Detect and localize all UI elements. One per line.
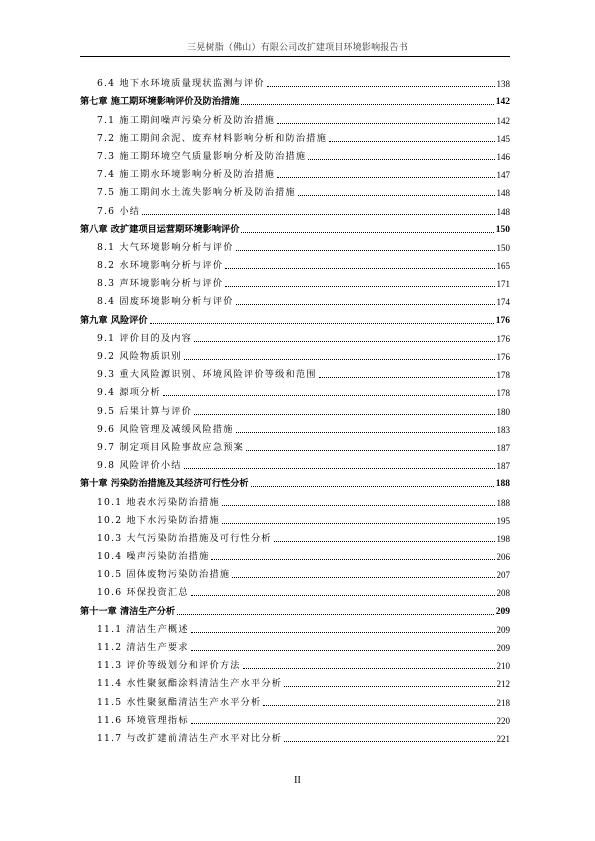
toc-entry-title: 8.3 声环境影响分析与评价 — [97, 278, 224, 290]
toc-entry-title: 第十章 污染防治措施及其经济可行性分析 — [80, 478, 249, 490]
toc-entry-page: 206 — [496, 552, 510, 563]
toc-entry-title: 第九章 风险评价 — [80, 314, 148, 326]
toc-entry-page: 142 — [496, 115, 510, 126]
running-header: 三晃树脂（佛山）有限公司改扩建项目环境影响报告书 — [187, 43, 408, 53]
toc-section-entry[interactable] — [80, 345, 510, 363]
dot-leader — [243, 667, 495, 669]
toc-entry-page: 150 — [495, 224, 510, 235]
toc-section-entry[interactable] — [80, 490, 510, 508]
dot-leader — [329, 140, 494, 142]
toc-entry-page: 174 — [496, 297, 510, 308]
toc-section-entry[interactable] — [80, 327, 510, 345]
toc-entry-page: 145 — [496, 133, 510, 144]
toc-entry-title: 6.4 地下水环境质量现状监测与评价 — [97, 78, 265, 90]
dot-leader — [150, 322, 494, 324]
toc-entry-page: 208 — [496, 588, 510, 599]
toc-entry-page: 212 — [496, 679, 510, 690]
toc-entry-page: 188 — [496, 497, 510, 508]
toc-entry-title: 11.5 水性聚氨酯清洁生产水平分析 — [97, 696, 262, 708]
toc-entry-page: 221 — [496, 733, 510, 744]
toc-section-entry[interactable] — [80, 545, 510, 563]
table-of-contents — [80, 72, 510, 745]
toc-section-entry[interactable] — [80, 509, 510, 527]
toc-entry-title: 8.1 大气环境影响分析与评价 — [97, 241, 234, 253]
toc-entry-title: 9.8 风险评价小结 — [97, 460, 182, 472]
toc-section-entry[interactable] — [80, 199, 510, 217]
toc-entry-title: 11.7 与改扩建前清洁生产水平对比分析 — [97, 732, 283, 744]
dot-leader — [222, 522, 495, 524]
dot-leader — [191, 594, 495, 596]
toc-entry-title: 10.2 地下水污染防治措施 — [97, 514, 220, 526]
toc-entry-page: 209 — [496, 624, 510, 635]
toc-section-entry[interactable] — [80, 254, 510, 272]
dot-leader — [191, 649, 495, 651]
dot-leader — [246, 449, 495, 451]
toc-chapter-entry[interactable] — [80, 308, 510, 326]
dot-leader — [194, 340, 494, 342]
dot-leader — [277, 176, 494, 178]
toc-entry-title: 第八章 改扩建项目运营期环境影响评价 — [80, 223, 240, 235]
toc-section-entry[interactable] — [80, 399, 510, 417]
dot-leader — [184, 358, 495, 360]
dot-leader — [177, 613, 494, 615]
toc-section-entry[interactable] — [80, 527, 510, 545]
toc-entry-page: 146 — [496, 151, 510, 162]
toc-section-entry[interactable] — [80, 690, 510, 708]
toc-chapter-entry[interactable] — [80, 472, 510, 490]
toc-entry-page: 171 — [496, 279, 510, 290]
header-divider — [80, 56, 510, 57]
toc-entry-page: 220 — [496, 715, 510, 726]
dot-leader — [236, 303, 495, 305]
toc-entry-page: 188 — [495, 479, 510, 490]
toc-entry-page: 176 — [495, 315, 510, 326]
toc-entry-page: 218 — [496, 697, 510, 708]
dot-leader — [225, 285, 494, 287]
dot-leader — [277, 122, 494, 124]
toc-entry-title: 7.5 施工期间水土流失影响分析及防治措施 — [97, 187, 296, 199]
toc-entry-title: 9.4 源项分析 — [97, 387, 161, 399]
toc-entry-page: 198 — [496, 533, 510, 544]
toc-entry-page: 187 — [496, 461, 510, 472]
dot-leader — [284, 685, 494, 687]
toc-entry-title: 7.1 施工期间噪声污染分析及防治措施 — [97, 114, 276, 126]
dot-leader — [236, 431, 495, 433]
toc-section-entry[interactable] — [80, 454, 510, 472]
toc-entry-page: 209 — [495, 606, 510, 617]
toc-entry-title: 7.2 施工期间余泥、废弃材料影响分析和防治措施 — [97, 132, 328, 144]
toc-entry-page: 183 — [496, 424, 510, 435]
toc-chapter-entry[interactable] — [80, 90, 510, 108]
dot-leader — [308, 158, 494, 160]
dot-leader — [274, 540, 495, 542]
toc-section-entry[interactable] — [80, 563, 510, 581]
toc-section-entry[interactable] — [80, 236, 510, 254]
toc-entry-title: 8.2 水环境影响分析与评价 — [97, 260, 224, 272]
dot-leader — [191, 631, 495, 633]
toc-section-entry[interactable] — [80, 127, 510, 145]
toc-entry-title: 9.3 重大风险源识别、环境风险评价等级和范围 — [97, 369, 317, 381]
toc-entry-page: 180 — [496, 406, 510, 417]
toc-entry-title: 9.5 后果计算与评价 — [97, 405, 193, 417]
toc-entry-page: 147 — [496, 170, 510, 181]
toc-entry-title: 10.3 大气污染防治措施及可行性分析 — [97, 532, 272, 544]
toc-entry-page: 209 — [496, 643, 510, 653]
page-number: II — [294, 775, 301, 786]
dot-leader — [236, 249, 495, 251]
toc-entry-title: 9.6 风险管理及减缓风险措施 — [97, 423, 234, 435]
toc-entry-title: 11.2 清洁生产要求 — [97, 642, 189, 653]
toc-section-entry[interactable] — [80, 145, 510, 163]
dot-leader — [251, 485, 494, 487]
toc-section-entry[interactable] — [80, 709, 510, 727]
toc-entry-title: 10.1 地表水污染防治措施 — [97, 496, 220, 508]
toc-chapter-entry[interactable] — [80, 218, 510, 236]
toc-entry-title: 8.4 固废环境影响分析与评价 — [97, 296, 234, 308]
toc-entry-title: 10.4 噪声污染防治措施 — [97, 551, 210, 563]
toc-section-entry[interactable] — [80, 672, 510, 690]
toc-entry-page: 148 — [496, 188, 510, 199]
toc-entry-page: 187 — [496, 442, 510, 453]
toc-entry-title: 10.6 环保投资汇总 — [97, 587, 189, 599]
toc-entry-page: 165 — [496, 261, 510, 272]
toc-section-entry[interactable] — [80, 381, 510, 399]
dot-leader — [284, 740, 494, 742]
toc-entry-title: 7.6 小结 — [97, 205, 141, 217]
toc-entry-page: 142 — [495, 97, 510, 108]
toc-section-entry[interactable] — [80, 290, 510, 308]
toc-entry-title: 11.3 评价等级划分和评价方法 — [97, 660, 241, 672]
toc-entry-page: 150 — [496, 242, 510, 253]
toc-section-entry[interactable] — [80, 363, 510, 381]
toc-entry-title: 9.2 风险物质识别 — [97, 351, 182, 362]
toc-entry-title: 第七章 施工期环境影响评价及防治措施 — [80, 96, 240, 108]
dot-leader — [298, 194, 495, 196]
dot-leader — [191, 722, 495, 724]
toc-section-entry[interactable] — [80, 181, 510, 199]
toc-section-entry[interactable] — [80, 727, 510, 745]
dot-leader — [194, 413, 494, 415]
toc-entry-page: 195 — [496, 515, 510, 526]
toc-section-entry[interactable] — [80, 72, 510, 90]
toc-section-entry[interactable] — [80, 418, 510, 436]
toc-chapter-entry[interactable] — [80, 599, 510, 617]
dot-leader — [263, 704, 494, 706]
dot-leader — [163, 394, 495, 396]
toc-entry-title: 10.5 固体废物污染防治措施 — [97, 569, 231, 581]
toc-entry-page: 176 — [496, 333, 510, 344]
dot-leader — [142, 213, 494, 215]
dot-leader — [211, 558, 494, 560]
dot-leader — [232, 576, 494, 578]
toc-entry-page: 207 — [496, 570, 510, 581]
toc-entry-title: 第十一章 清洁生产分析 — [80, 605, 176, 617]
toc-section-entry[interactable] — [80, 581, 510, 599]
dot-leader — [319, 376, 495, 378]
dot-leader — [184, 467, 495, 469]
dot-leader — [222, 504, 495, 506]
toc-entry-page: 210 — [496, 661, 510, 672]
toc-section-entry[interactable] — [80, 636, 510, 654]
toc-section-entry[interactable] — [80, 436, 510, 454]
toc-entry-title: 7.3 施工期环境空气质量影响分析及防治措施 — [97, 150, 307, 162]
toc-section-entry[interactable] — [80, 108, 510, 126]
toc-section-entry[interactable] — [80, 163, 510, 181]
toc-entry-title: 11.1 清洁生产概述 — [97, 623, 189, 635]
toc-section-entry[interactable] — [80, 654, 510, 672]
toc-entry-page: 148 — [496, 206, 510, 217]
toc-entry-title: 11.6 环境管理指标 — [97, 714, 189, 726]
dot-leader — [225, 267, 494, 269]
toc-entry-title: 7.4 施工期水环境影响分析及防治措施 — [97, 169, 276, 181]
toc-entry-page: 176 — [496, 352, 510, 362]
toc-entry-title: 9.1 评价目的及内容 — [97, 332, 193, 344]
dot-leader — [241, 103, 493, 105]
toc-entry-title: 9.7 制定项目风险事故应急预案 — [97, 441, 244, 453]
toc-entry-page: 178 — [496, 388, 510, 399]
toc-entry-page: 178 — [496, 370, 510, 381]
dot-leader — [267, 85, 495, 87]
toc-section-entry[interactable] — [80, 618, 510, 636]
dot-leader — [241, 231, 493, 233]
toc-entry-page: 138 — [496, 79, 510, 90]
toc-section-entry[interactable] — [80, 272, 510, 290]
toc-entry-title: 11.4 水性聚氨酯涂料清洁生产水平分析 — [97, 678, 283, 690]
